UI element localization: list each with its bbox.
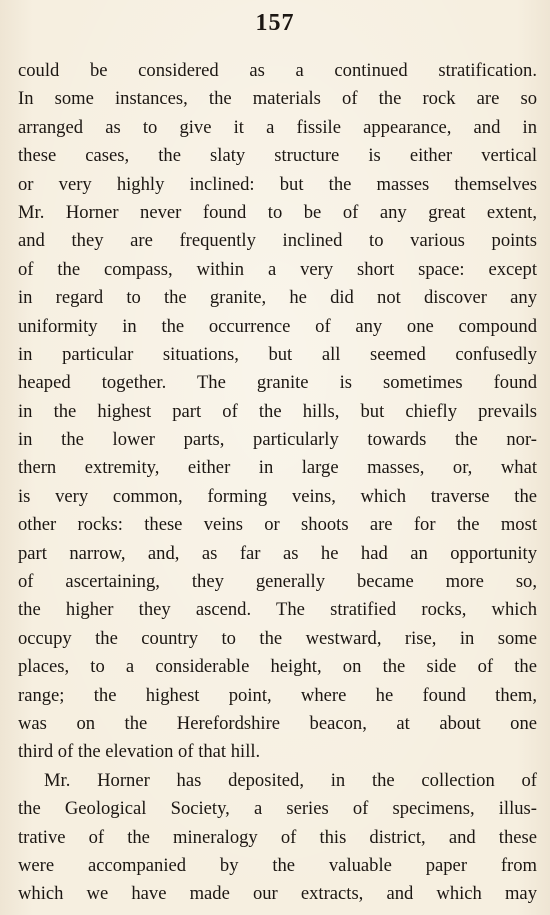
text-line: of the compass, within a very short space: except [18, 258, 537, 280]
text-line: the higher they ascend. The stratified rocks, which [18, 599, 537, 621]
text-line: occupy the country to the westward, rise, in some [18, 627, 537, 649]
text-line: part narrow, and, as far as he had an opportunity [18, 542, 537, 564]
text-line: Mr. Horner never found to be of any great extent, [18, 201, 537, 223]
text-line: which we have made our extracts, and which may [18, 883, 537, 905]
text-line: of ascertaining, they generally became more so, [18, 571, 537, 593]
text-line: in regard to the granite, he did not discover any [18, 287, 537, 309]
body-text [18, 57, 537, 909]
text-line: or very highly inclined: but the masses themselves [18, 173, 537, 195]
text-line: Mr. Horner has deposited, in the collection of [44, 769, 537, 791]
text-line: and they are frequently inclined to various points [18, 230, 537, 252]
text-line: uniformity in the occurrence of any one compound [18, 315, 537, 337]
text-line: the Geological Society, a series of specimens, illus- [18, 798, 537, 820]
text-line: could be considered as a continued stratification. [18, 60, 537, 81]
text-line: other rocks: these veins or shoots are for the most [18, 514, 537, 536]
text-line: in particular situations, but all seemed confusedly [18, 343, 537, 365]
text-line: in the lower parts, particularly towards the nor- [18, 429, 537, 451]
page-number: 157 [255, 10, 295, 36]
text-line: range; the highest point, where he found them, [18, 684, 537, 706]
text-line: in the highest part of the hills, but chiefly prevails [18, 400, 537, 422]
text-line: were accompanied by the valuable paper from [18, 854, 537, 876]
text-line: trative of the mineralogy of this district, and these [18, 826, 537, 848]
text-line: arranged as to give it a fissile appearance, and in [18, 116, 537, 138]
text-line: third of the elevation of that hill. [18, 741, 261, 763]
text-line: places, to a considerable height, on the side of the [18, 656, 537, 678]
text-line: was on the Herefordshire beacon, at about one [18, 712, 537, 734]
text-line: heaped together. The granite is sometimes found [18, 372, 537, 394]
text-line: In some instances, the materials of the rock are so [18, 88, 537, 110]
text-line: thern extremity, either in large masses, or, what [18, 457, 537, 479]
text-line: is very common, forming veins, which traverse the [18, 485, 537, 507]
text-line: these cases, the slaty structure is either vertical [18, 145, 537, 167]
